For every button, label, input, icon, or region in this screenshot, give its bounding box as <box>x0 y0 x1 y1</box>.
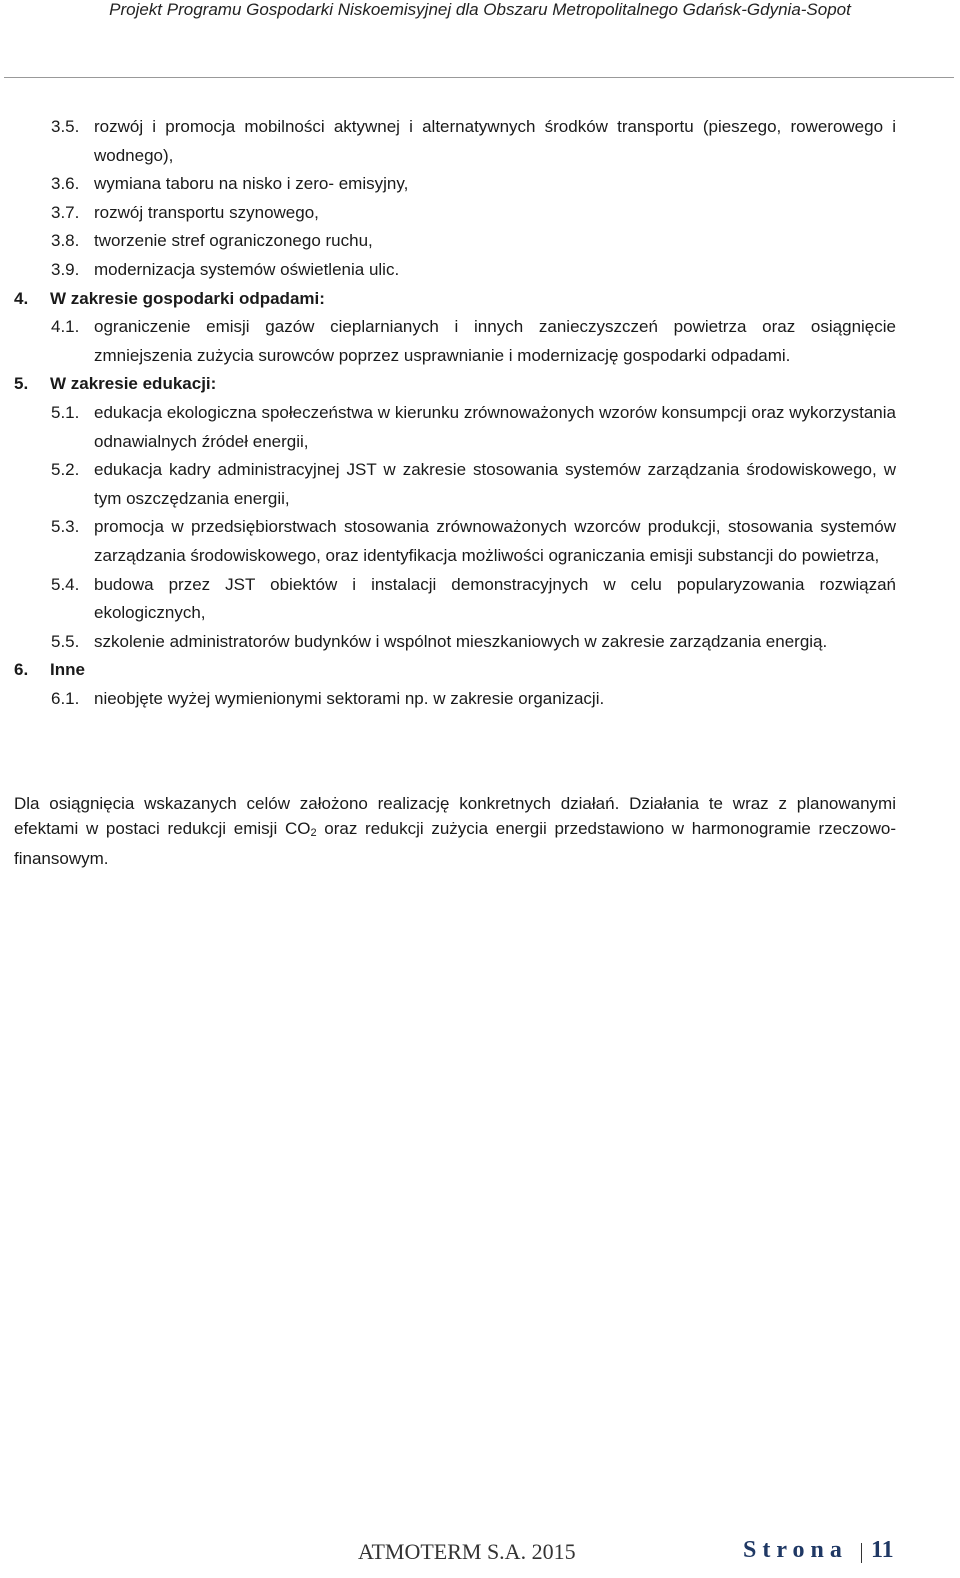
paragraph-text-before: Dla osiągnięcia wskazanych celów założono realizację konkretnych działań. Działania te wraz z planowanymi efektami w postaci redukcji emisji CO <box>14 794 896 838</box>
footer-page-label: Strona <box>743 1537 848 1563</box>
list-item-number: 5.5. <box>51 631 80 651</box>
list-item-text: nieobjęte wyżej wymienionymi sektorami np. w zakresie organizacji. <box>94 688 605 708</box>
list-item <box>14 113 896 170</box>
list-item-text: tworzenie stref ograniczonego ruchu, <box>94 231 373 251</box>
list-item-number: 4.1. <box>51 317 80 337</box>
section-title: Inne <box>50 660 85 680</box>
list-item-text: edukacja kadry administracyjnej JST w zakresie stosowania systemów zarządzania środowiskowego, w tym oszczędzania energii, <box>94 460 896 508</box>
co2-subscript: 2 <box>310 827 317 839</box>
list-item-number: 5.4. <box>51 574 80 594</box>
list-item-text: promocja w przedsiębiorstwach stosowania zrównoważonych wzorców produkcji, stosowania systemów zarządzania środowiskowego, oraz identyfikacja możliwości ograniczania emisji substancji do powietrza, <box>94 517 896 565</box>
list-item <box>14 227 896 256</box>
header-divider <box>4 77 954 78</box>
list-item-number: 3.5. <box>51 117 80 136</box>
paragraph-text-after: oraz redukcji zużycia energii przedstawiono w harmonogramie rzeczowo-finansowym. <box>14 819 897 868</box>
list-item-number: 3.8. <box>51 231 80 251</box>
section-number: 4. <box>14 288 29 308</box>
section-title: W zakresie edukacji: <box>50 374 217 394</box>
section-heading <box>14 285 896 314</box>
section-title: W zakresie gospodarki odpadami: <box>50 288 325 308</box>
list-item <box>14 513 896 570</box>
section-heading <box>14 370 896 399</box>
section-heading <box>14 656 896 685</box>
list-item-number: 6.1. <box>51 688 80 708</box>
summary-paragraph <box>14 791 896 871</box>
list-item <box>14 456 896 513</box>
list-item <box>14 170 896 199</box>
list-item-number: 3.6. <box>51 174 80 194</box>
page-header: Projekt Programu Gospodarki Niskoemisyjnej dla Obszaru Metropolitalnego Gdańsk-Gdynia-Sopot <box>109 0 851 19</box>
section-number: 5. <box>14 374 29 394</box>
list-item-text: edukacja ekologiczna społeczeństwa w kierunku zrównoważonych wzorów konsumpcji oraz wykorzystania odnawialnych źródeł energii, <box>94 402 896 451</box>
list-item <box>14 571 896 628</box>
list-item <box>14 199 896 228</box>
footer-company: ATMOTERM S.A. 2015 <box>358 1539 576 1564</box>
list-item-text: budowa przez JST obiektów i instalacji demonstracyjnych w celu popularyzowania rozwiązań ekologicznych, <box>94 574 896 623</box>
list-item <box>14 399 896 456</box>
list-item <box>14 256 896 285</box>
footer-divider <box>861 1543 862 1563</box>
list-item-text: ograniczenie emisji gazów cieplarnianych i innych zanieczyszczeń powietrza oraz osiągnięcie zmniejszenia zużycia surowców poprzez usprawnianie i modernizację gospodarki odpadami. <box>94 317 896 365</box>
list-item-number: 5.2. <box>51 460 80 480</box>
list-item-number: 3.9. <box>51 259 80 279</box>
list-item-text: wymiana taboru na nisko i zero- emisyjny, <box>94 174 409 194</box>
section-number: 6. <box>14 660 29 680</box>
list-item <box>14 685 896 714</box>
list-item-text: modernizacja systemów oświetlenia ulic. <box>94 259 400 279</box>
footer-page-number: 11 <box>871 1537 894 1563</box>
list-item <box>14 628 896 657</box>
list-item-text: rozwój transportu szynowego, <box>94 202 319 222</box>
list-item-text: rozwój i promocja mobilności aktywnej i alternatywnych środków transportu (pieszego, rowerowego i wodnego), <box>94 117 896 165</box>
list-item-number: 5.1. <box>51 402 80 422</box>
list-item-text: szkolenie administratorów budynków i wspólnot mieszkaniowych w zakresie zarządzania energią. <box>94 631 828 651</box>
list-item <box>14 313 896 370</box>
list-item-number: 3.7. <box>51 202 80 222</box>
document-body <box>14 113 896 713</box>
list-item-number: 5.3. <box>51 517 80 537</box>
